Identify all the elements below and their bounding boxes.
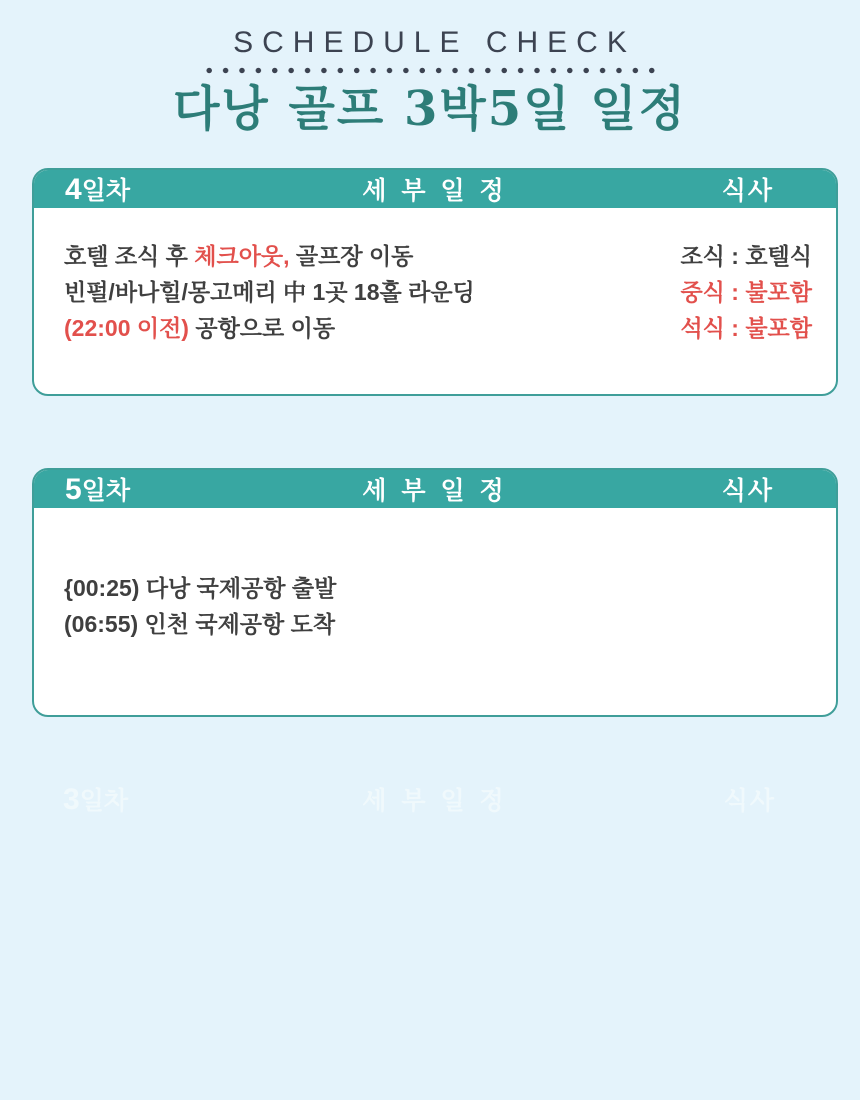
itinerary-segment: 호텔 조식 후: [64, 243, 195, 269]
detail-header-label: 세 부 일 정: [362, 477, 508, 505]
day-label: [65, 171, 130, 207]
page-title: 다낭 골프 3박5일 일정: [173, 81, 687, 137]
itinerary-segment: 골프장 이동: [289, 243, 414, 269]
day-label: [63, 781, 128, 817]
schedule-row: [64, 310, 812, 346]
itinerary-segment: {00:25) 다낭 국제공항 출발: [64, 575, 337, 601]
ghost-header-day3: [32, 779, 838, 819]
meal-status: [680, 310, 812, 346]
meal-status: [680, 238, 812, 274]
day-number: 5: [65, 473, 82, 506]
itinerary-text: [64, 606, 335, 642]
itinerary-segment: 빈펄/바나힐/몽고메리 中 1곳 18홀 라운딩: [64, 279, 475, 305]
day-number: 4: [65, 173, 82, 206]
itinerary-text: [64, 274, 475, 310]
schedule-card-day4: [32, 168, 838, 396]
meal-text-highlight: 석식 : 불포함: [680, 315, 812, 341]
card-header-bar: [34, 170, 836, 208]
itinerary-text: [64, 238, 413, 274]
day-suffix: 일차: [79, 787, 128, 815]
schedule-row: [64, 238, 812, 274]
meal-status: [680, 274, 812, 310]
itinerary-segment: 공항으로 이동: [188, 315, 336, 341]
day-suffix: 일차: [81, 177, 130, 205]
meal-header-label: 식사: [723, 787, 776, 815]
schedule-row: [64, 274, 812, 310]
detail-header-label: 세 부 일 정: [362, 787, 508, 815]
schedule-row: [64, 570, 812, 606]
meal-text-highlight: 중식 : 불포함: [680, 279, 812, 305]
itinerary-text: [64, 570, 336, 606]
eyebrow-text: SCHEDULE CHECK: [233, 26, 636, 59]
itinerary-text: [64, 310, 335, 346]
meal-header-label: 식사: [721, 477, 774, 505]
card-header-bar: [34, 470, 836, 508]
dotted-divider: [201, 67, 659, 74]
meal-text: 조식 : 호텔식: [680, 243, 812, 269]
meal-header-label: 식사: [721, 177, 774, 205]
day-number: 3: [63, 783, 80, 816]
day-label: [65, 471, 130, 507]
day-suffix: 일차: [81, 477, 130, 505]
schedule-row: [64, 606, 812, 642]
card-body: [34, 208, 836, 394]
schedule-card-day5: [32, 468, 838, 717]
card-body: [34, 508, 836, 715]
itinerary-segment: (06:55) 인천 국제공항 도착: [64, 611, 336, 637]
detail-header-label: 세 부 일 정: [362, 177, 508, 205]
itinerary-segment-highlight: 체크아웃,: [194, 243, 290, 269]
itinerary-segment-highlight: (22:00 이전): [64, 315, 189, 341]
